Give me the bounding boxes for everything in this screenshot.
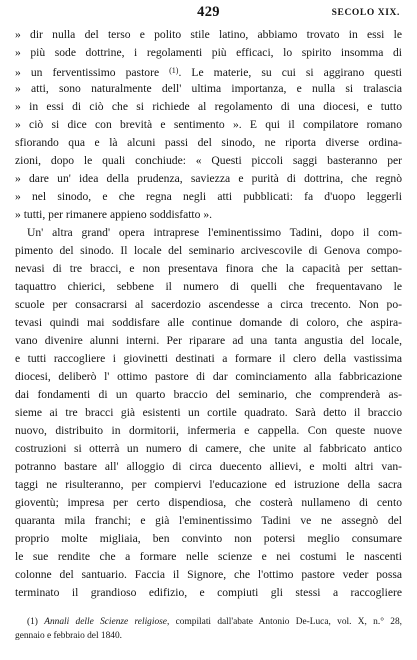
main-text [15, 26, 402, 602]
text-line: proprio molte migliaia, ben convinto non potersi meglio consumare [15, 532, 402, 545]
footnote-reference[interactable]: (1) [169, 66, 179, 75]
text-line: » dare un' idea della prudenza, saviezza e purità di dottrina, che regnò [15, 172, 402, 185]
text-line: potranno bastare all' alloggio di circa duecento allievi, e molti altri van- [15, 460, 402, 473]
text-line: nevasi di tre bracci, e non presentava finora che la capacità per settan- [15, 262, 402, 275]
footnote-source-title: Annali delle Scienze religiose [44, 617, 167, 627]
text-line: tevasi quindi mai soddisfare alle continue domande di coloro, che aspira- [15, 316, 402, 329]
text-line: » più sode dottrine, i regolamenti più efficaci, lo spirito insomma di [15, 46, 402, 59]
text-line: terminato il grandioso edifizio, e compiuti gli stessi a raccogliere [15, 586, 402, 599]
footnote-continuation: gennaio e febbraio del 1840. [15, 631, 122, 641]
text-line: » atti, sono naturalmente dell' ultima importanza, e nulla si tralascia [15, 82, 402, 95]
text-line: taggi ne risulteranno, per compiervi l'educazione ed istruzione della sacra [15, 478, 402, 491]
running-head: SECOLO XIX. [331, 8, 400, 18]
text-line: dai fondamenti di un quarto braccio del seminario, che comprenderà as- [15, 388, 402, 401]
text-line: sfiorando qua e là alcuni passi del sinodo, ne riporta diverse ordina- [15, 136, 402, 149]
text-line: diocesi, deliberò l' ottimo pastore di dar cominciamento alla fabbricazione [15, 370, 402, 383]
page-header [0, 4, 417, 24]
text-line: » ciò si dice con brevità e sentimento ». E qui il compilatore romano [15, 118, 402, 131]
text-line: » nel sinodo, e che regna negli atti pubblicati: fa d'uopo leggerli [15, 190, 402, 203]
text-line: costruzioni si otterrà un numero di camere, che unite al fabbricato antico [15, 442, 402, 455]
text-line: Un' altra grand' opera intraprese l'eminentissimo Tadini, dopo il com- [27, 226, 402, 239]
text-line: zioni, dopo le quali conchiude: « Questi piccoli saggi basteranno per [15, 154, 402, 167]
text-segment: . Le materie, su cui si aggirano questi [178, 66, 402, 79]
text-line: » dir nulla del terso e polito stile latino, abbiamo trovato in essi le [15, 28, 402, 41]
text-line: le sue rendite che a formare nelle scienze e nei costumi le nascenti [15, 550, 402, 563]
footnote-text: , compilati dall'abate Antonio De-Luca, vol. X, n.° 28, [166, 617, 402, 627]
text-line: scuole per consacrarsi al sacerdozio ascendesse a circa trecento. Non po- [15, 298, 402, 311]
text-line: » tutti, per rimanere appieno soddisfatto ». [15, 208, 213, 221]
text-line: quaranta mila franchi; e già l'eminentissimo Tadini ve ne assegnò del [15, 514, 402, 527]
text-segment: » un ferventissimo pastore [15, 66, 160, 79]
text-line: sieme ai tre bracci già esistenti un cortile quadrato. Sarà detto il braccio [15, 406, 402, 419]
text-line: colonne del santuario. Faccia il Signore, che l'ottimo pastore veder possa [15, 568, 402, 581]
text-line-with-footnote-ref [15, 62, 402, 80]
text-line: taquattro chierici, sebbene il numero di quelli che frequentavano le [15, 280, 402, 293]
page-number: 429 [197, 4, 220, 20]
footnote-marker: (1) [27, 617, 38, 627]
footnotes [15, 615, 402, 643]
text-line: pimento del sinodo. Il locale del seminario arcivescovile di Genova compo- [15, 244, 402, 257]
footnote [15, 615, 402, 629]
text-line: » in essi di ciò che si richiede al regolamento di una diocesi, e tutto [15, 100, 402, 113]
text-line: gioventù; impresa per certo dispendiosa, che costerà nullameno di cento [15, 496, 402, 509]
text-line: e tutti raccogliere i giovinetti destinati a formare il clero della vastissima [15, 352, 402, 365]
text-line: nuovo, distribuito in dormitorii, infermeria e cappella. Con queste nuove [15, 424, 402, 437]
text-line: vano divenire alunni interni. Per riparare ad una tanta angustia del locale, [15, 334, 402, 347]
